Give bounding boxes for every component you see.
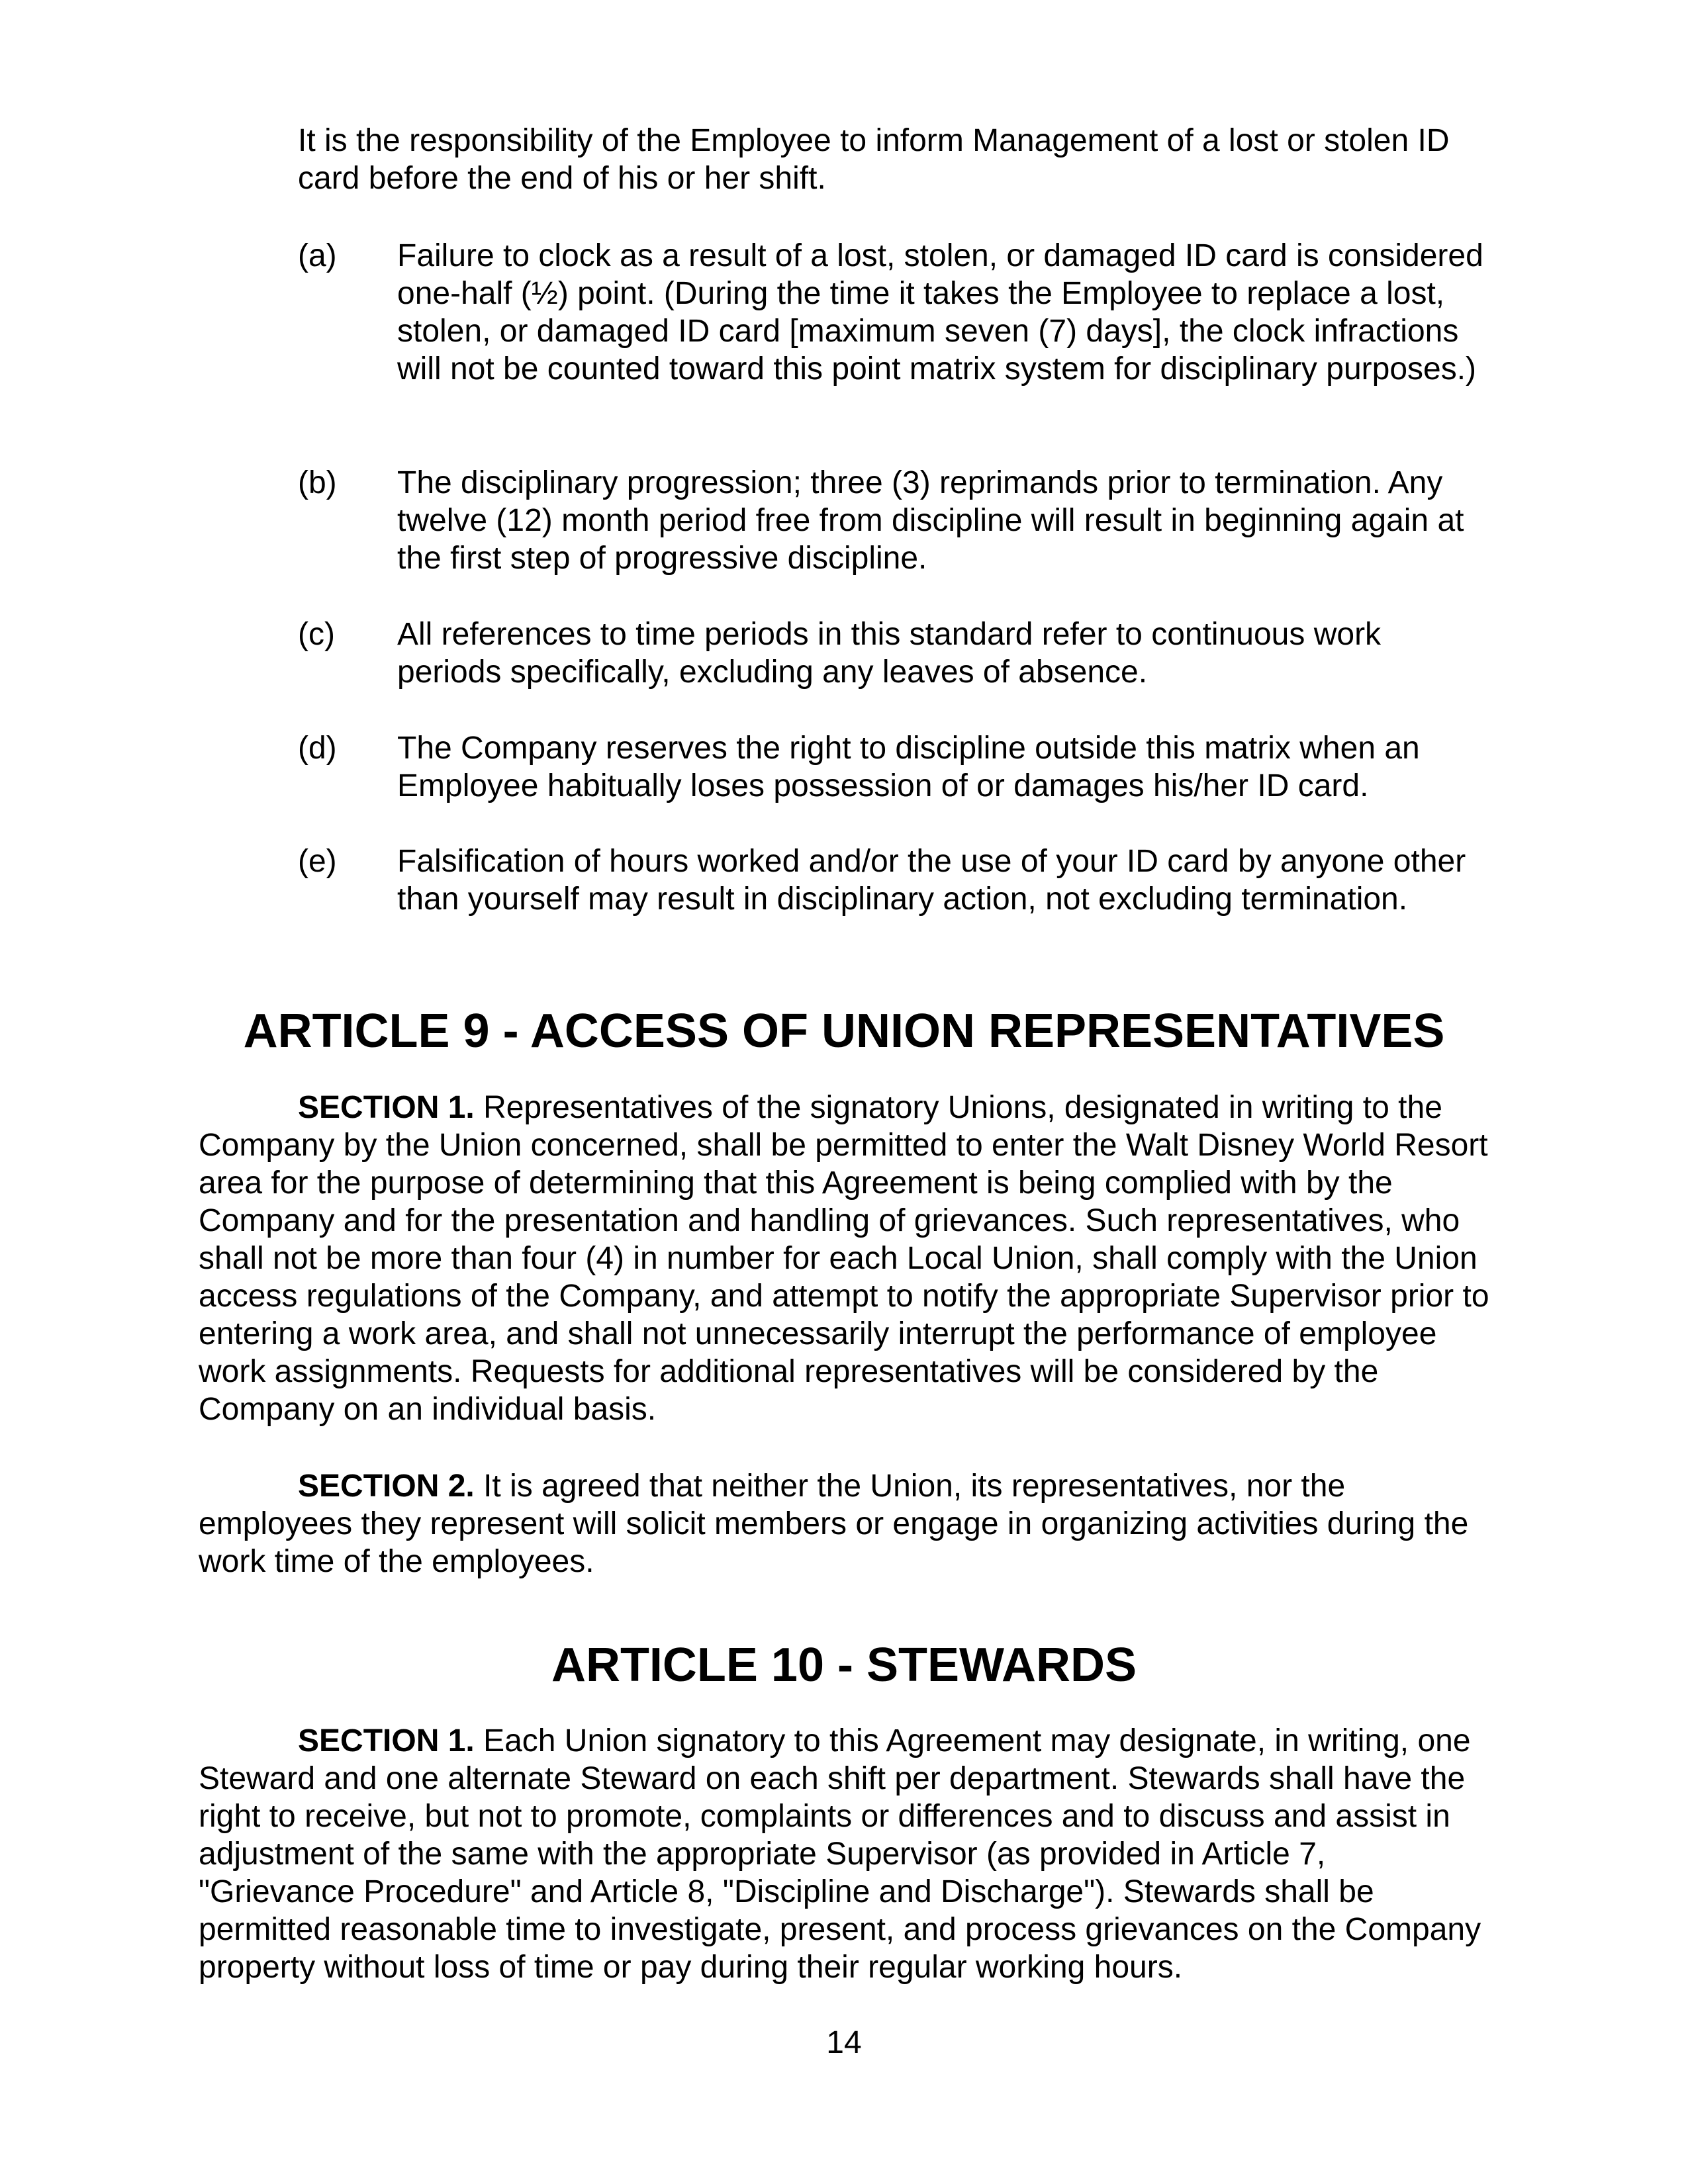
- article-9-heading: ARTICLE 9 - ACCESS OF UNION REPRESENTATIVES: [243, 1005, 1445, 1058]
- article-10-heading: ARTICLE 10 - STEWARDS: [551, 1639, 1137, 1692]
- list-item-label: (e): [298, 844, 337, 879]
- section-text: It is agreed that neither the Union, its representatives, nor the employees they represent will solicit members or engage in organizing activities during the work time of the employees.: [199, 1469, 1469, 1579]
- section-label: SECTION 1.: [298, 1090, 475, 1125]
- list-item-text: Failure to clock as a result of a lost, stolen, or damaged ID card is considered one-half (½) point. (During the time it takes the Employee to replace a lost, stolen, or damaged ID card [maximum seven (7) days], the clock infractions will not be counted toward this point matrix system for disciplinary purposes.): [397, 238, 1483, 387]
- section-text: Representatives of the signatory Unions, designated in writing to the Company by the Union concerned, shall be permitted to enter the Walt Disney World Resort area for the purpose of determining that this Agreement is being complied with by the Company and for the presentation and handling of grievances. Such representatives, who shall not be more than four (4) in number for each Local Union, shall comply with the Union access regulations of the Company, and attempt to notify the appropriate Supervisor prior to entering a work area, and shall not unnecessarily interrupt the performance of employee work assignments. Requests for additional representatives will be considered by the Company on an individual basis.: [199, 1090, 1489, 1427]
- list-item-text: Falsification of hours worked and/or the use of your ID card by anyone other than yourself may result in disciplinary action, not excluding termination.: [397, 844, 1466, 917]
- list-item-text: The Company reserves the right to discipline outside this matrix when an Employee habitually loses possession of or damages his/her ID card.: [397, 731, 1420, 803]
- list-item-label: (c): [298, 617, 335, 652]
- section-text: Each Union signatory to this Agreement may designate, in writing, one Steward and one alternate Steward on each shift per department. Stewards shall have the right to receive, but not to promote, complaints or differences and to discuss and assist in adjustment of the same with the appropriate Supervisor (as provided in Article 7, "Grievance Procedure" and Article 8, "Discipline and Discharge"). Stewards shall be permitted reasonable time to investigate, present, and process grievances on the Company property without loss of time or pay during their regular working hours.: [199, 1723, 1481, 1985]
- article-9-section-2: [199, 1467, 1489, 1580]
- intro-paragraph: It is the responsibility of the Employee to inform Management of a lost or stolen ID card before the end of his or her shift.: [298, 123, 1450, 196]
- article-10-section-1: [199, 1722, 1489, 1986]
- list-item-label: (a): [298, 238, 337, 273]
- list-item-label: (d): [298, 731, 337, 766]
- page-number: 14: [826, 2025, 862, 2060]
- list-item-text: The disciplinary progression; three (3) reprimands prior to termination. Any twelve (12) month period free from discipline will result in beginning again at the first step of progressive discipline.: [397, 465, 1464, 576]
- section-label: SECTION 2.: [298, 1469, 475, 1504]
- section-label: SECTION 1.: [298, 1723, 475, 1758]
- article-9-section-1: [199, 1089, 1489, 1428]
- list-item-text: All references to time periods in this standard refer to continuous work periods specifically, excluding any leaves of absence.: [397, 617, 1382, 690]
- list-item-label: (b): [298, 465, 337, 500]
